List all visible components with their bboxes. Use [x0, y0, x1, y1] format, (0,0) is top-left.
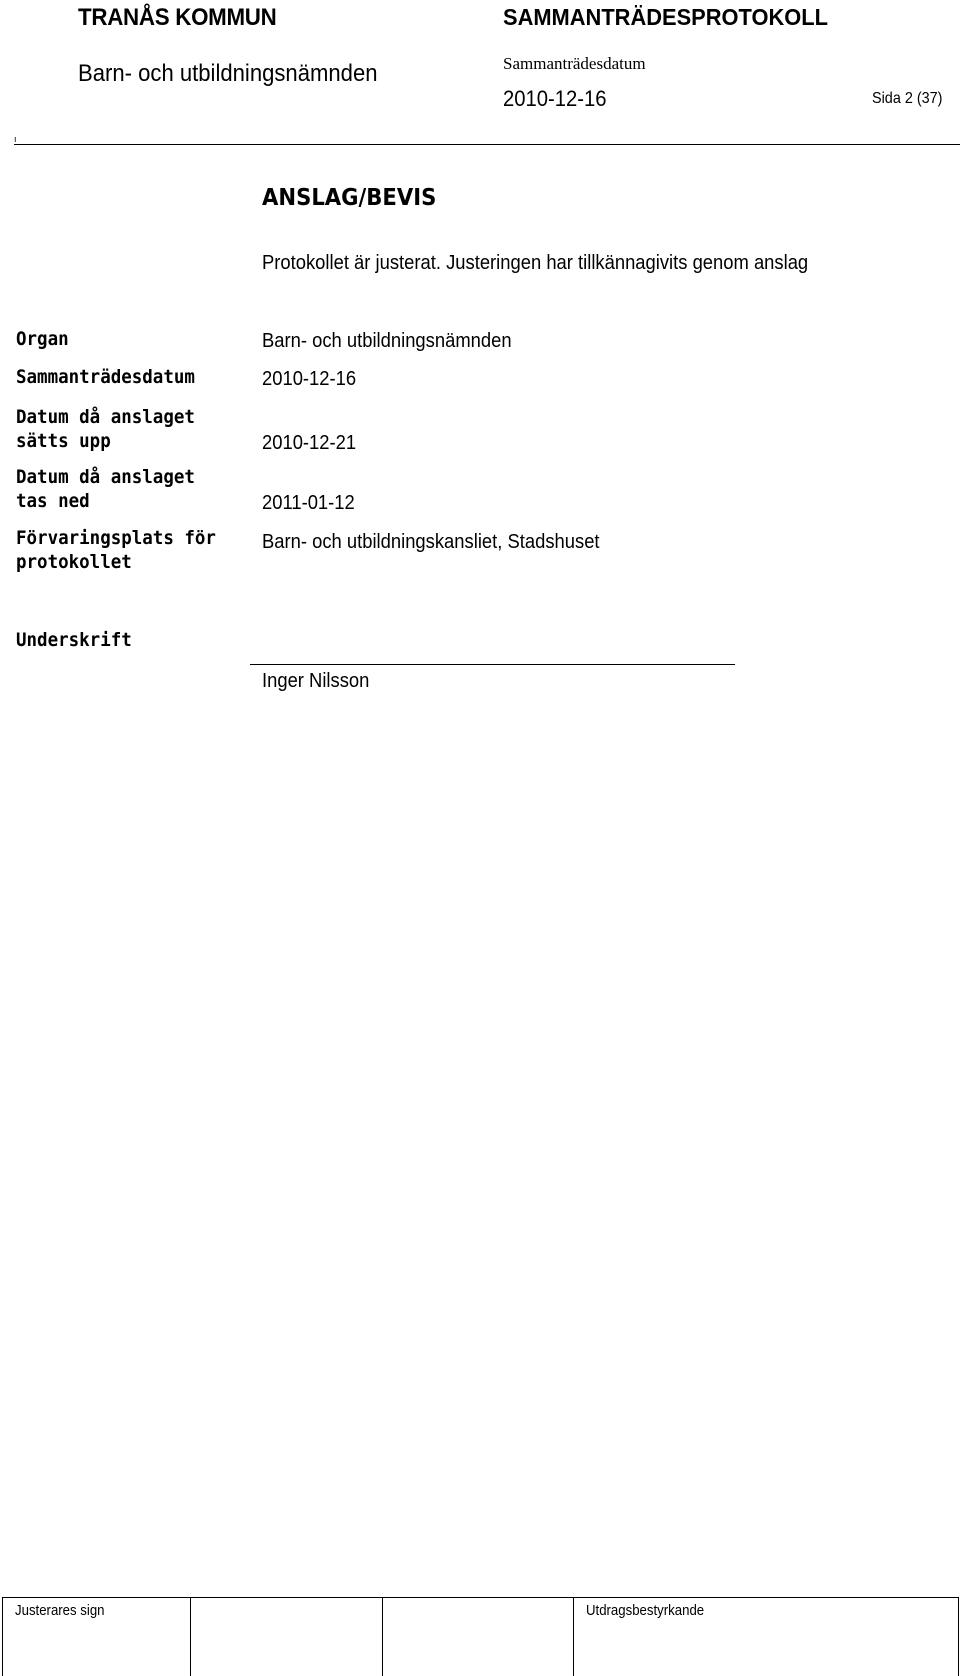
row-label-removed-date: Datum då anslaget tas ned — [16, 466, 195, 512]
signature-label: Underskrift — [16, 629, 132, 651]
meeting-date: 2010-12-16 — [503, 86, 607, 111]
row-value-meeting-date: 2010-12-16 — [262, 368, 357, 390]
row-label-posted-date: Datum då anslaget sätts upp — [16, 406, 195, 452]
row-label-organ: Organ — [16, 328, 69, 350]
signatory-name: Inger Nilsson — [262, 670, 370, 692]
row-label-storage: Förvaringsplats för protokollet — [16, 527, 216, 573]
meeting-date-label: Sammanträdesdatum — [503, 54, 646, 73]
section-title: ANSLAG/BEVIS — [262, 185, 437, 211]
tick-mark: ı — [14, 134, 17, 144]
row-label-meeting-date: Sammanträdesdatum — [16, 366, 195, 388]
header-divider — [14, 144, 960, 145]
row-value-organ: Barn- och utbildningsnämnden — [262, 330, 512, 352]
utdragsbestyrkande-label: Utdragsbestyrkande — [586, 1602, 705, 1619]
row-value-posted-date: 2010-12-21 — [262, 432, 357, 454]
footer-sign-table — [2, 1597, 959, 1676]
intro-text: Protokollet är justerat. Justeringen har tillkännagivits genom anslag — [262, 252, 809, 274]
signature-line — [250, 664, 735, 665]
sign-box-2 — [190, 1598, 191, 1676]
justerares-sign-label: Justerares sign — [15, 1602, 105, 1619]
page-number: Sida 2 (37) — [872, 90, 943, 107]
extract-box — [573, 1598, 705, 1676]
sign-box-3 — [382, 1598, 383, 1676]
committee-name: Barn- och utbildningsnämnden — [78, 60, 378, 87]
row-value-removed-date: 2011-01-12 — [262, 492, 355, 514]
row-value-storage: Barn- och utbildningskansliet, Stadshuset — [262, 531, 600, 553]
document-type: SAMMANTRÄDESPROTOKOLL — [503, 4, 828, 30]
organization-name: TRANÅS KOMMUN — [78, 4, 277, 31]
